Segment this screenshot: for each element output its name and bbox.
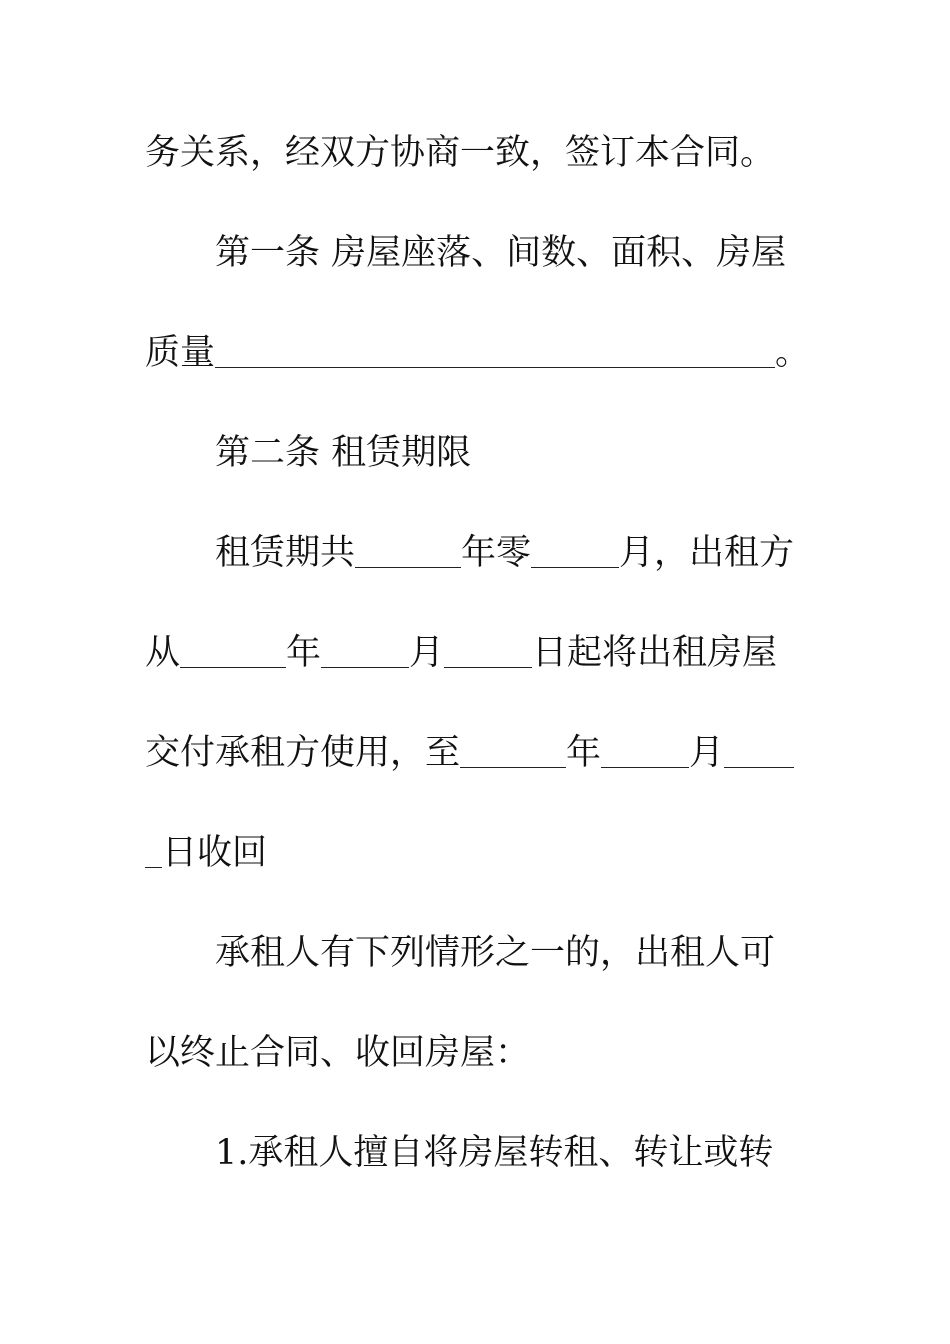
line-text: 年 (286, 633, 322, 673)
line-text: 月，出租方 (619, 533, 795, 573)
text-line-quality (145, 328, 811, 378)
fill-blank-start-year[interactable] (180, 633, 286, 668)
text-line-termination-cont (145, 1028, 805, 1078)
line-text: 年 (566, 733, 602, 773)
line-text: 月 (689, 733, 725, 773)
line-text: 务关系，经双方协商一致，签订本合同。 (145, 133, 776, 173)
fill-blank-start-day[interactable] (444, 633, 532, 668)
text-line-1 (145, 128, 805, 178)
fill-blank-end-day-part2[interactable] (145, 833, 162, 868)
line-text: 日起将出租房屋 (532, 633, 778, 673)
line-text: 交付承租方使用，至 (145, 733, 461, 773)
text-line-item-1 (215, 1128, 875, 1178)
line-text: 日收回 (162, 833, 268, 873)
line-text: 第一条 房屋座落、间数、面积、房屋 (215, 233, 787, 273)
line-text: 。 (775, 333, 811, 373)
line-text: 质量 (145, 333, 216, 373)
article-2-heading (215, 428, 875, 478)
fill-blank-months[interactable] (531, 533, 619, 568)
line-text: 月 (409, 633, 445, 673)
text-line-return (145, 828, 805, 878)
fill-blank-start-month[interactable] (321, 633, 409, 668)
line-text: 从 (145, 633, 181, 673)
line-text: 第二条 租赁期限 (215, 433, 472, 473)
fill-blank-end-month[interactable] (601, 733, 689, 768)
fill-blank-end-day-part1[interactable] (724, 733, 794, 768)
fill-blank-years[interactable] (355, 533, 461, 568)
line-text: 1.承租人擅自将房屋转租、转让或转 (215, 1133, 774, 1173)
fill-blank-quality[interactable] (215, 333, 775, 368)
article-1-heading (215, 228, 875, 278)
line-text: 以终止合同、收回房屋： (145, 1033, 531, 1073)
fill-blank-end-year[interactable] (460, 733, 566, 768)
text-line-end-date (145, 728, 805, 778)
line-text: 租赁期共 (215, 533, 356, 573)
line-text: 承租人有下列情形之一的，出租人可 (215, 933, 776, 973)
text-line-termination (215, 928, 875, 978)
line-text: 年零 (461, 533, 532, 573)
text-line-term (215, 528, 875, 578)
text-line-start-date (145, 628, 805, 678)
